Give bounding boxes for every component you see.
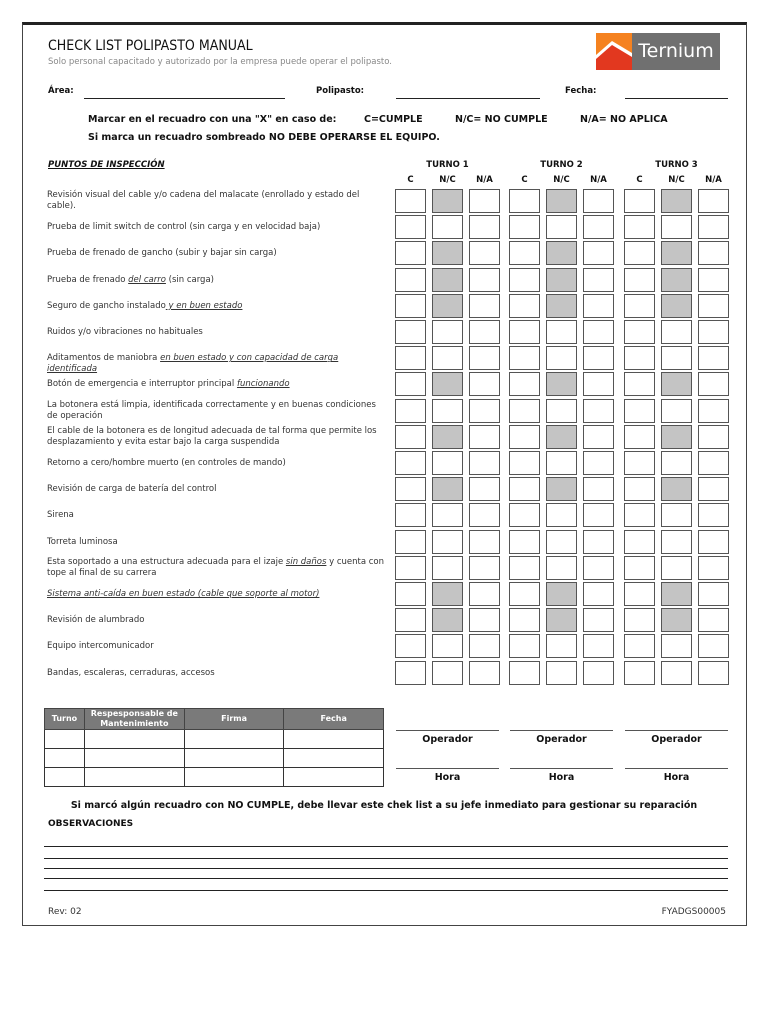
inspection-heading: PUNTOS DE INSPECCIÓN	[48, 160, 165, 170]
checkbox-turno3-c[interactable]	[624, 634, 655, 658]
fecha-field[interactable]	[625, 98, 728, 99]
checkbox-turno3-nc-shaded[interactable]	[661, 268, 692, 292]
signature-row	[45, 730, 384, 749]
checkbox-turno2-na[interactable]	[583, 582, 614, 606]
col-responsable: Respesponsable de Mantenimiento	[84, 709, 184, 730]
checkbox-turno2-na[interactable]	[583, 661, 614, 685]
checkbox-turno2-nc[interactable]	[546, 530, 577, 554]
checkbox-turno2-c[interactable]	[509, 294, 540, 318]
checkbox-turno1-na[interactable]	[469, 425, 500, 449]
checkbox-turno1-nc[interactable]	[432, 215, 463, 239]
no-cumple-note: Si marcó algún recuadro con NO CUMPLE, debe llevar este chek list a su jefe inmediato para gestionar su reparación	[70, 800, 698, 811]
checkbox-turno1-c[interactable]	[395, 346, 426, 370]
item-text-segment: Retorno a cero/hombre muerto (en controles de mando)	[47, 458, 286, 468]
checkbox-turno3-c[interactable]	[624, 608, 655, 632]
signature-cell[interactable]	[184, 730, 284, 749]
checkbox-turno1-nc[interactable]	[432, 661, 463, 685]
signature-cell[interactable]	[284, 768, 384, 787]
checkbox-turno3-nc[interactable]	[661, 215, 692, 239]
checkbox-turno2-na[interactable]	[583, 425, 614, 449]
inspection-item-text	[47, 426, 387, 448]
turno-header: TURNO 2	[540, 160, 583, 170]
checkbox-turno3-na[interactable]	[698, 189, 729, 213]
instruction-shaded: Si marca un recuadro sombreado NO DEBE OPERARSE EL EQUIPO.	[88, 132, 440, 143]
item-text-segment: Revisión visual del cable y/o cadena del malacate (enrollado y estado del cable).	[47, 190, 360, 211]
checkbox-turno1-nc-shaded[interactable]	[432, 477, 463, 501]
operador-signature-line[interactable]	[396, 730, 499, 731]
inspection-item-text	[47, 275, 387, 286]
inspection-item-text	[47, 190, 387, 212]
checkbox-turno2-na[interactable]	[583, 608, 614, 632]
checkbox-turno1-c[interactable]	[395, 661, 426, 685]
item-text-segment: El cable de la botonera es de longitud adecuada de tal forma que permite los desplazamiento y evita estar bajo la carga suspendida	[47, 425, 377, 447]
checkbox-turno3-na[interactable]	[698, 634, 729, 658]
checkbox-turno3-c[interactable]	[624, 451, 655, 475]
item-text-segment: sin daños	[285, 556, 327, 567]
observaciones-line[interactable]	[44, 846, 728, 847]
checkbox-turno1-c[interactable]	[395, 582, 426, 606]
checkbox-turno3-nc-shaded[interactable]	[661, 425, 692, 449]
checkbox-turno3-na[interactable]	[698, 608, 729, 632]
checkbox-turno1-na[interactable]	[469, 241, 500, 265]
checkbox-turno2-c[interactable]	[509, 477, 540, 501]
checkbox-turno1-nc[interactable]	[432, 346, 463, 370]
checkbox-turno3-nc[interactable]	[661, 556, 692, 580]
logo-mark-icon	[596, 33, 632, 70]
operador-label: Operador	[651, 734, 702, 745]
checkbox-turno3-na[interactable]	[698, 215, 729, 239]
item-text-segment: Esta soportado a una estructura adecuada para el izaje	[47, 556, 286, 567]
page-title: CHECK LIST POLIPASTO MANUAL	[48, 38, 253, 54]
revision: Rev: 02	[48, 907, 82, 917]
page-subtitle: Solo personal capacitado y autorizado por la empresa puede operar el polipasto.	[48, 57, 392, 67]
checkbox-turno2-c[interactable]	[509, 608, 540, 632]
item-text-segment: en buen estado y con capacidad de carga identificada	[47, 353, 339, 375]
checkbox-turno2-na[interactable]	[583, 346, 614, 370]
item-text-segment: Ruidos y/o vibraciones no habituales	[47, 327, 203, 337]
checkbox-turno1-na[interactable]	[469, 268, 500, 292]
form-code: FYADGS00005	[661, 907, 726, 917]
checkbox-turno3-c[interactable]	[624, 372, 655, 396]
checkbox-turno1-na[interactable]	[469, 661, 500, 685]
inspection-item-text	[47, 458, 387, 469]
turno-header: TURNO 1	[426, 160, 469, 170]
checkbox-turno1-nc-shaded[interactable]	[432, 608, 463, 632]
checkbox-turno2-na[interactable]	[583, 634, 614, 658]
item-text-segment: Prueba de limit switch de control (sin carga y en velocidad baja)	[47, 222, 321, 233]
checkbox-turno2-nc[interactable]	[546, 451, 577, 475]
checkbox-turno1-c[interactable]	[395, 503, 426, 527]
column-header: C	[407, 175, 414, 185]
inspection-item-text	[47, 222, 387, 233]
checkbox-turno3-nc-shaded[interactable]	[661, 189, 692, 213]
inspection-item-text	[47, 557, 387, 579]
checkbox-turno3-c[interactable]	[624, 661, 655, 685]
checkbox-turno1-na[interactable]	[469, 634, 500, 658]
checkbox-turno2-c[interactable]	[509, 215, 540, 239]
checkbox-turno3-na[interactable]	[698, 320, 729, 344]
checkbox-turno2-c[interactable]	[509, 372, 540, 396]
signature-cell[interactable]	[45, 730, 85, 749]
checkbox-turno3-c[interactable]	[624, 346, 655, 370]
inspection-item-text	[47, 327, 387, 338]
checkbox-turno3-nc[interactable]	[661, 661, 692, 685]
checkbox-turno2-na[interactable]	[583, 451, 614, 475]
checkbox-turno3-nc[interactable]	[661, 346, 692, 370]
item-text-segment: (sin carga)	[165, 274, 214, 285]
checkbox-turno1-na[interactable]	[469, 189, 500, 213]
checkbox-turno3-na[interactable]	[698, 268, 729, 292]
checkbox-turno3-na[interactable]	[698, 530, 729, 554]
checkbox-turno3-na[interactable]	[698, 399, 729, 423]
checkbox-turno3-c[interactable]	[624, 241, 655, 265]
hora-line[interactable]	[510, 768, 613, 769]
signature-cell[interactable]	[284, 749, 384, 768]
checkbox-turno1-c[interactable]	[395, 425, 426, 449]
checkbox-turno1-c[interactable]	[395, 399, 426, 423]
inspection-item-text	[47, 668, 387, 679]
signature-row	[45, 768, 384, 787]
observaciones-line[interactable]	[44, 858, 728, 859]
signature-row	[45, 749, 384, 768]
checkbox-turno1-c[interactable]	[395, 556, 426, 580]
item-text-segment: Seguro de gancho instalado	[47, 300, 166, 311]
checkbox-turno1-c[interactable]	[395, 530, 426, 554]
checkbox-turno2-nc-shaded[interactable]	[546, 268, 577, 292]
logo-text: Ternium	[632, 33, 720, 70]
checkbox-turno2-nc-shaded[interactable]	[546, 582, 577, 606]
checkbox-turno1-na[interactable]	[469, 477, 500, 501]
item-text-segment: Bandas, escaleras, cerraduras, accesos	[47, 667, 215, 678]
checkbox-turno2-nc-shaded[interactable]	[546, 608, 577, 632]
checkbox-turno3-nc-shaded[interactable]	[661, 294, 692, 318]
checkbox-turno2-nc-shaded[interactable]	[546, 477, 577, 501]
inspection-item-text	[47, 353, 387, 375]
checkbox-turno1-nc-shaded[interactable]	[432, 241, 463, 265]
legend-c: C=CUMPLE	[364, 114, 423, 125]
checkbox-turno3-c[interactable]	[624, 189, 655, 213]
checkbox-turno2-nc[interactable]	[546, 503, 577, 527]
checkbox-turno3-nc[interactable]	[661, 451, 692, 475]
checkbox-turno1-c[interactable]	[395, 215, 426, 239]
inspection-item-text	[47, 510, 387, 521]
inspection-item-text	[47, 537, 387, 548]
column-header: N/A	[705, 175, 722, 185]
column-header: C	[521, 175, 528, 185]
checkbox-turno1-c[interactable]	[395, 608, 426, 632]
checkbox-turno2-nc-shaded[interactable]	[546, 372, 577, 396]
checkbox-turno3-nc-shaded[interactable]	[661, 372, 692, 396]
checkbox-turno3-c[interactable]	[624, 320, 655, 344]
checkbox-turno2-c[interactable]	[509, 556, 540, 580]
checkbox-turno1-nc[interactable]	[432, 530, 463, 554]
checkbox-turno1-c[interactable]	[395, 477, 426, 501]
maintenance-signature-table	[44, 708, 384, 787]
checkbox-turno3-nc[interactable]	[661, 503, 692, 527]
checkbox-turno2-na[interactable]	[583, 215, 614, 239]
signature-cell[interactable]	[84, 768, 184, 787]
col-fecha: Fecha	[284, 709, 384, 730]
checkbox-turno1-na[interactable]	[469, 215, 500, 239]
checkbox-turno2-nc-shaded[interactable]	[546, 294, 577, 318]
checkbox-turno3-c[interactable]	[624, 215, 655, 239]
checkbox-turno2-nc-shaded[interactable]	[546, 189, 577, 213]
checkbox-turno2-c[interactable]	[509, 320, 540, 344]
observaciones-line[interactable]	[44, 878, 728, 879]
checkbox-turno1-nc[interactable]	[432, 399, 463, 423]
checkbox-turno3-c[interactable]	[624, 477, 655, 501]
checkbox-turno3-nc-shaded[interactable]	[661, 582, 692, 606]
observaciones-line[interactable]	[44, 868, 728, 869]
checkbox-turno1-nc-shaded[interactable]	[432, 372, 463, 396]
operador-signature-line[interactable]	[510, 730, 613, 731]
checkbox-turno2-na[interactable]	[583, 556, 614, 580]
checkbox-turno1-nc[interactable]	[432, 451, 463, 475]
operador-label: Operador	[422, 734, 473, 745]
inspection-item-text	[47, 615, 387, 626]
checkbox-turno2-nc[interactable]	[546, 556, 577, 580]
checkbox-turno1-nc[interactable]	[432, 634, 463, 658]
checkbox-turno1-c[interactable]	[395, 294, 426, 318]
inspection-item-text	[47, 589, 387, 600]
checkbox-turno1-c[interactable]	[395, 451, 426, 475]
item-text-segment: Aditamentos de maniobra	[47, 353, 161, 364]
inspection-item-text	[47, 484, 387, 495]
checkbox-turno2-c[interactable]	[509, 425, 540, 449]
checkbox-turno3-na[interactable]	[698, 425, 729, 449]
checkbox-turno1-nc-shaded[interactable]	[432, 189, 463, 213]
checkbox-turno3-nc[interactable]	[661, 634, 692, 658]
item-text-segment: Torreta luminosa	[47, 536, 118, 547]
checkbox-turno1-nc-shaded[interactable]	[432, 294, 463, 318]
checkbox-turno2-na[interactable]	[583, 320, 614, 344]
column-header: N/C	[553, 175, 570, 185]
polipasto-label: Polipasto:	[316, 86, 365, 96]
checkbox-turno1-c[interactable]	[395, 241, 426, 265]
checkbox-turno2-c[interactable]	[509, 268, 540, 292]
checkbox-turno2-nc-shaded[interactable]	[546, 241, 577, 265]
legend-nc: N/C= NO CUMPLE	[455, 114, 548, 125]
checkbox-turno2-nc[interactable]	[546, 399, 577, 423]
item-text-segment: y cuenta con tope al final de su carrera	[47, 556, 385, 578]
checkbox-turno1-na[interactable]	[469, 582, 500, 606]
item-text-segment: Revisión de carga de batería del control	[47, 484, 217, 495]
signature-cell[interactable]	[184, 768, 284, 787]
checkbox-turno2-c[interactable]	[509, 346, 540, 370]
checkbox-turno1-na[interactable]	[469, 372, 500, 396]
checkbox-turno3-na[interactable]	[698, 372, 729, 396]
checkbox-turno2-nc[interactable]	[546, 634, 577, 658]
checkbox-turno2-c[interactable]	[509, 582, 540, 606]
checkbox-turno1-nc-shaded[interactable]	[432, 425, 463, 449]
checkbox-turno3-c[interactable]	[624, 294, 655, 318]
checkbox-turno2-na[interactable]	[583, 477, 614, 501]
checkbox-turno1-c[interactable]	[395, 634, 426, 658]
checkbox-turno2-c[interactable]	[509, 503, 540, 527]
polipasto-field[interactable]	[396, 98, 540, 99]
checkbox-turno3-nc-shaded[interactable]	[661, 608, 692, 632]
checkbox-turno1-na[interactable]	[469, 294, 500, 318]
checkbox-turno2-nc-shaded[interactable]	[546, 425, 577, 449]
checkbox-turno2-na[interactable]	[583, 268, 614, 292]
area-label: Área:	[48, 86, 74, 96]
checkbox-turno1-na[interactable]	[469, 320, 500, 344]
col-turno: Turno	[45, 709, 85, 730]
checkbox-turno1-na[interactable]	[469, 608, 500, 632]
signature-cell[interactable]	[45, 768, 85, 787]
checkbox-turno3-na[interactable]	[698, 294, 729, 318]
checkbox-turno3-c[interactable]	[624, 503, 655, 527]
hora-line[interactable]	[396, 768, 499, 769]
item-text-segment: Sistema anti-caída en buen estado (cable que soporte al motor)	[47, 589, 320, 599]
hora-label: Hora	[434, 772, 461, 783]
checkbox-turno3-c[interactable]	[624, 399, 655, 423]
checkbox-turno3-na[interactable]	[698, 241, 729, 265]
hora-line[interactable]	[625, 768, 728, 769]
checkbox-turno1-na[interactable]	[469, 346, 500, 370]
item-text-segment: Prueba de frenado	[47, 274, 129, 285]
checkbox-turno2-na[interactable]	[583, 399, 614, 423]
checkbox-turno3-na[interactable]	[698, 582, 729, 606]
checkbox-turno3-na[interactable]	[698, 451, 729, 475]
checkbox-turno1-nc[interactable]	[432, 556, 463, 580]
inspection-item-text	[47, 641, 387, 652]
fecha-label: Fecha:	[565, 86, 597, 96]
checkbox-turno2-c[interactable]	[509, 661, 540, 685]
checkbox-turno3-c[interactable]	[624, 530, 655, 554]
item-text-segment: y en buen estado	[165, 300, 243, 311]
inspection-item-text	[47, 301, 387, 312]
checkbox-turno2-c[interactable]	[509, 189, 540, 213]
checkbox-turno3-nc-shaded[interactable]	[661, 477, 692, 501]
checkbox-turno1-na[interactable]	[469, 503, 500, 527]
checkbox-turno3-nc-shaded[interactable]	[661, 241, 692, 265]
checkbox-turno2-c[interactable]	[509, 241, 540, 265]
checkbox-turno1-nc-shaded[interactable]	[432, 268, 463, 292]
checkbox-turno1-c[interactable]	[395, 320, 426, 344]
item-text-segment: del carro	[128, 274, 166, 285]
observaciones-line[interactable]	[44, 890, 728, 891]
operador-signature-line[interactable]	[625, 730, 728, 731]
checkbox-turno3-c[interactable]	[624, 425, 655, 449]
signature-cell[interactable]	[84, 749, 184, 768]
item-text-segment: funcionando	[236, 379, 290, 390]
checkbox-turno2-na[interactable]	[583, 189, 614, 213]
checkbox-turno2-c[interactable]	[509, 530, 540, 554]
item-text-segment: Sirena	[47, 510, 74, 521]
column-header: N/C	[668, 175, 685, 185]
checkbox-turno2-nc[interactable]	[546, 661, 577, 685]
operador-label: Operador	[536, 734, 587, 745]
column-header: N/C	[439, 175, 456, 185]
turno-header: TURNO 3	[655, 160, 698, 170]
checkbox-turno3-c[interactable]	[624, 268, 655, 292]
instruction-mark: Marcar en el recuadro con una "X" en caso de:	[88, 114, 337, 125]
checkbox-turno2-nc[interactable]	[546, 346, 577, 370]
checkbox-turno1-c[interactable]	[395, 268, 426, 292]
column-header: C	[636, 175, 643, 185]
checkbox-turno2-na[interactable]	[583, 241, 614, 265]
inspection-item-text	[47, 379, 387, 390]
checkbox-turno2-na[interactable]	[583, 530, 614, 554]
column-header: N/A	[476, 175, 493, 185]
checkbox-turno2-nc[interactable]	[546, 215, 577, 239]
signature-cell[interactable]	[84, 730, 184, 749]
checkbox-turno1-na[interactable]	[469, 399, 500, 423]
checkbox-turno3-nc[interactable]	[661, 399, 692, 423]
checkbox-turno3-nc[interactable]	[661, 530, 692, 554]
checkbox-turno3-na[interactable]	[698, 346, 729, 370]
checkbox-turno2-c[interactable]	[509, 399, 540, 423]
signature-cell[interactable]	[45, 749, 85, 768]
col-firma: Firma	[184, 709, 284, 730]
hora-label: Hora	[663, 772, 690, 783]
item-text-segment: Botón de emergencia e interruptor principal	[47, 379, 237, 390]
legend-na: N/A= NO APLICA	[580, 114, 668, 125]
checkbox-turno3-na[interactable]	[698, 661, 729, 685]
checkbox-turno1-na[interactable]	[469, 530, 500, 554]
checkbox-turno3-na[interactable]	[698, 477, 729, 501]
checkbox-turno1-nc-shaded[interactable]	[432, 582, 463, 606]
item-text-segment: La botonera está limpia, identificada correctamente y en buenas condiciones de operación	[47, 399, 376, 421]
checkbox-turno3-na[interactable]	[698, 503, 729, 527]
checkbox-turno2-c[interactable]	[509, 634, 540, 658]
checkbox-turno1-c[interactable]	[395, 189, 426, 213]
checkbox-turno2-nc[interactable]	[546, 320, 577, 344]
signature-cell[interactable]	[284, 730, 384, 749]
column-header: N/A	[590, 175, 607, 185]
checkbox-turno2-na[interactable]	[583, 503, 614, 527]
checkbox-turno3-c[interactable]	[624, 556, 655, 580]
inspection-item-text	[47, 248, 387, 259]
checkbox-turno1-c[interactable]	[395, 372, 426, 396]
area-field[interactable]	[84, 98, 285, 99]
checkbox-turno1-na[interactable]	[469, 451, 500, 475]
item-text-segment: Prueba de frenado de gancho (subir y bajar sin carga)	[47, 248, 277, 259]
checkbox-turno2-na[interactable]	[583, 294, 614, 318]
signature-cell[interactable]	[184, 749, 284, 768]
inspection-item-text	[47, 400, 387, 422]
hora-label: Hora	[548, 772, 575, 783]
checkbox-turno1-nc[interactable]	[432, 320, 463, 344]
item-text-segment: Equipo intercomunicador	[47, 641, 154, 652]
checkbox-turno3-na[interactable]	[698, 556, 729, 580]
observaciones-label: OBSERVACIONES	[48, 819, 134, 829]
checkbox-turno1-nc[interactable]	[432, 503, 463, 527]
checkbox-turno2-na[interactable]	[583, 372, 614, 396]
item-text-segment: Revisión de alumbrado	[47, 615, 145, 626]
checkbox-turno1-na[interactable]	[469, 556, 500, 580]
checkbox-turno3-c[interactable]	[624, 582, 655, 606]
checkbox-turno2-c[interactable]	[509, 451, 540, 475]
checkbox-turno3-nc[interactable]	[661, 320, 692, 344]
